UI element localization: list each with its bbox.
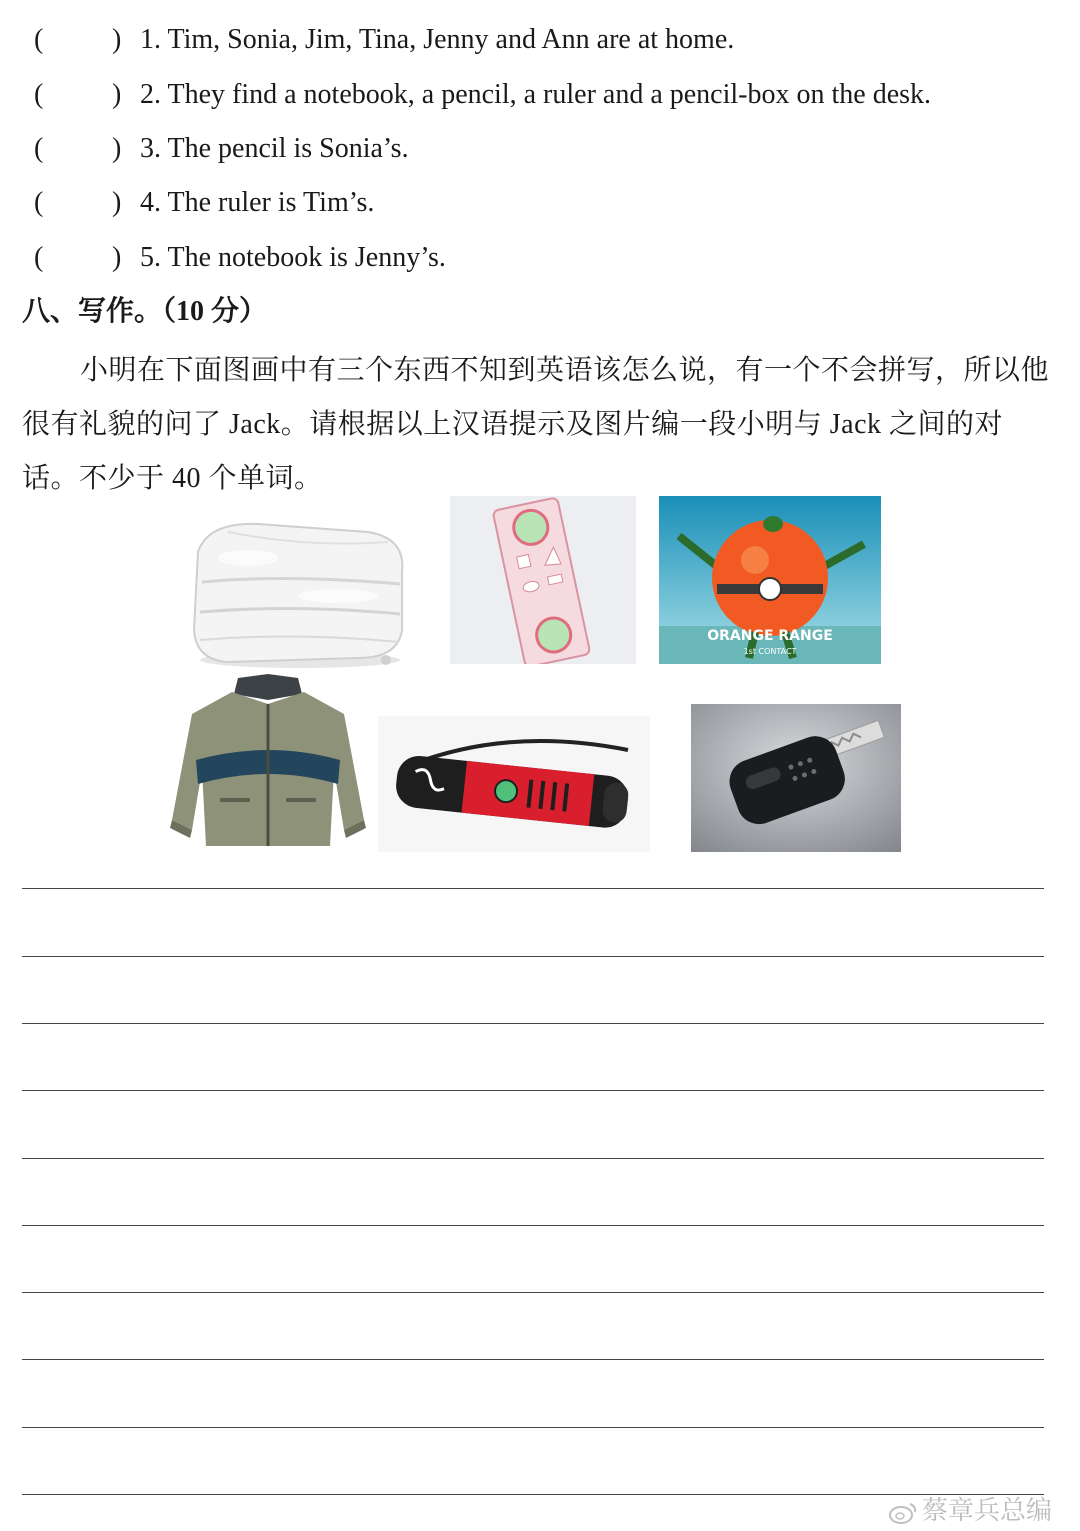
quilt-image [188, 512, 410, 670]
answer-blank-open[interactable]: ( [34, 242, 44, 273]
answer-line[interactable] [22, 1158, 1044, 1159]
question-row-1 [0, 20, 1080, 60]
question-text: 2. They find a notebook, a pencil, a ruler and a pencil-box on the desk. [140, 79, 932, 110]
answer-line[interactable] [22, 1292, 1044, 1293]
question-row-4 [0, 183, 1080, 223]
answer-line[interactable] [22, 1427, 1044, 1428]
answer-blank-close: ) [112, 24, 122, 55]
answer-line[interactable] [22, 888, 1044, 889]
answer-blank-close: ) [112, 242, 122, 273]
answer-blank-close: ) [112, 187, 122, 218]
answer-line[interactable] [22, 1023, 1044, 1024]
answer-line[interactable] [22, 956, 1044, 957]
stencil-ruler-image [450, 496, 636, 664]
question-row-2 [0, 75, 1080, 115]
question-text: 3. The pencil is Sonia’s. [140, 133, 409, 164]
answer-line[interactable] [22, 1090, 1044, 1091]
watermark [888, 1490, 1052, 1527]
question-row-5 [0, 238, 1080, 278]
jacket-image [168, 670, 368, 852]
question-text: 1. Tim, Sonia, Jim, Tina, Jenny and Ann are at home. [140, 24, 735, 55]
answer-line[interactable] [22, 1359, 1044, 1360]
cover-title: ORANGE RANGE [707, 628, 833, 644]
orange-range-cover-image [659, 496, 881, 664]
question-text: 5. The notebook is Jenny’s. [140, 242, 446, 273]
car-key-image [691, 704, 901, 852]
section-heading: 八、写作。（10 分） [22, 296, 268, 327]
watermark-text: 蔡章兵总编 [922, 1496, 1053, 1526]
answer-blank-open[interactable]: ( [34, 187, 44, 218]
answer-blank-close: ) [112, 79, 122, 110]
answer-blank-open[interactable]: ( [34, 133, 44, 164]
flashlight-image [378, 716, 650, 852]
question-text: 4. The ruler is Tim’s. [140, 187, 375, 218]
question-row-3 [0, 129, 1080, 169]
answer-blank-open[interactable]: ( [34, 24, 44, 55]
answer-blank-close: ) [112, 133, 122, 164]
writing-instruction: 小明在下面图画中有三个东西不知到英语该怎么说，有一个不会拼写，所以他很有礼貌的问了 Jack。请根据以上汉语提示及图片编一段小明与 Jack 之间的对话。不少于 40 个单词。 [22, 355, 1050, 494]
answer-line[interactable] [22, 1225, 1044, 1226]
answer-blank-open[interactable]: ( [34, 79, 44, 110]
weibo-icon [888, 1500, 918, 1524]
cover-subtitle: 1st CONTACT [743, 647, 797, 656]
